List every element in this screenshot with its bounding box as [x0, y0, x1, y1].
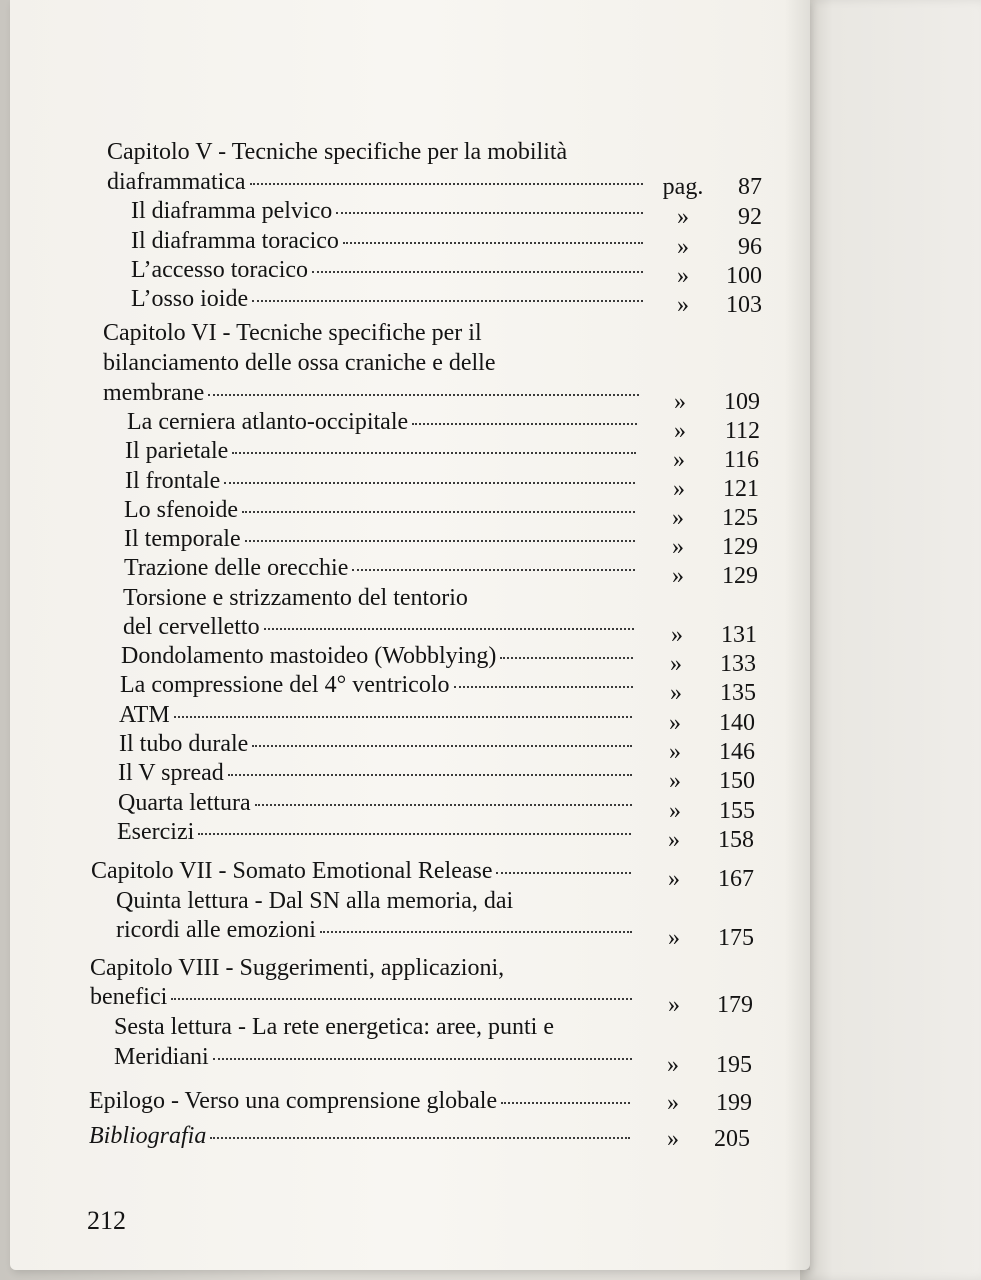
toc-entry-meridiani: Meridiani: [114, 1042, 636, 1072]
page-ref: 129: [722, 534, 758, 560]
leader-dots: [264, 628, 634, 630]
toc-entry-membrane: membrane: [103, 378, 643, 408]
ditto-mark: »: [677, 204, 689, 230]
leader-dots: [208, 394, 639, 396]
page-ref: 175: [718, 925, 754, 951]
leader-dots: [352, 569, 635, 571]
toc-line-chapter-8-title: Capitolo VIII - Suggerimenti, applicazioni,: [90, 955, 505, 981]
leader-dots: [336, 212, 643, 214]
toc-entry-epilogo: Epilogo - Verso una comprensione globale: [89, 1086, 634, 1116]
page-ref: 112: [724, 418, 760, 444]
ditto-mark: »: [673, 447, 685, 473]
ditto-mark: »: [677, 292, 689, 318]
leader-dots: [252, 745, 632, 747]
toc-entry-accesso-toracico: L’accesso toracico: [131, 255, 647, 285]
ditto-mark: »: [668, 925, 680, 951]
leader-dots: [250, 183, 643, 185]
leader-dots: [245, 540, 635, 542]
page-ref: 116: [723, 447, 759, 473]
page-ref: 96: [738, 234, 762, 260]
leader-dots: [312, 271, 643, 273]
leader-dots: [320, 931, 632, 933]
toc-entry-trazione-orecchie: Trazione delle orecchie: [124, 553, 639, 583]
toc-line-sesta-lettura: Sesta lettura - La rete energetica: aree, punti e: [114, 1014, 554, 1040]
page-ref: 121: [723, 476, 759, 502]
leader-dots: [496, 872, 631, 874]
toc-entry-benefici: benefici: [90, 982, 636, 1012]
toc-entry-dondolamento: Dondolamento mastoideo (Wobblying): [121, 641, 637, 671]
toc-entry-ricordi-emozioni: ricordi alle emozioni: [116, 915, 636, 945]
page-ref: 199: [716, 1090, 752, 1116]
toc-line-torsione: Torsione e strizzamento del tentorio: [123, 585, 468, 611]
toc-line-chapter-6-title-cont: bilanciamento delle ossa craniche e delle: [103, 350, 496, 376]
ditto-mark: »: [670, 651, 682, 677]
toc-entry-temporale: Il temporale: [124, 524, 639, 554]
toc-entry-bibliografia: Bibliografia: [89, 1121, 634, 1151]
toc-entry-frontale: Il frontale: [125, 466, 639, 496]
page-ref: 158: [718, 827, 754, 853]
leader-dots: [210, 1137, 630, 1139]
ditto-mark: »: [668, 827, 680, 853]
page-ref: 140: [719, 710, 755, 736]
page-ref: 179: [717, 992, 753, 1018]
ditto-mark: »: [677, 263, 689, 289]
ditto-mark: »: [669, 739, 681, 765]
ditto-mark: »: [672, 505, 684, 531]
page-ref: 129: [722, 563, 758, 589]
ditto-mark: »: [671, 622, 683, 648]
ditto-mark: »: [668, 866, 680, 892]
ditto-mark: »: [674, 418, 686, 444]
ditto-mark: »: [677, 234, 689, 260]
ditto-mark: »: [674, 389, 686, 415]
page-ref: 155: [719, 798, 755, 824]
ditto-mark: »: [668, 992, 680, 1018]
toc-entry-diaframma-toracico: Il diaframma toracico: [131, 226, 647, 256]
ditto-mark: »: [670, 680, 682, 706]
leader-dots: [198, 833, 631, 835]
ditto-mark: »: [669, 768, 681, 794]
toc-entry-chapter-7: Capitolo VII - Somato Emotional Release: [91, 856, 635, 886]
page-ref: 195: [716, 1052, 752, 1078]
page-ref: 103: [726, 292, 762, 318]
leader-dots: [228, 774, 632, 776]
toc-line-quinta-lettura: Quinta lettura - Dal SN alla memoria, dai: [116, 888, 514, 914]
toc-entry-quarta-lettura: Quarta lettura: [118, 788, 636, 818]
ditto-mark: »: [673, 476, 685, 502]
toc-entry-osso-ioide: L’osso ioide: [131, 284, 647, 314]
toc-entry-tubo-durale: Il tubo durale: [119, 729, 636, 759]
toc-entry-esercizi: Esercizi: [117, 817, 635, 847]
leader-dots: [252, 300, 643, 302]
ditto-mark: »: [667, 1126, 679, 1152]
ditto-mark: »: [669, 798, 681, 824]
ditto-mark: »: [667, 1052, 679, 1078]
page-ref: 100: [726, 263, 762, 289]
leader-dots: [255, 804, 632, 806]
facing-page-edge: [800, 0, 981, 1280]
page-ref: 135: [720, 680, 756, 706]
page-ref: 167: [718, 866, 754, 892]
ditto-mark: »: [672, 534, 684, 560]
ditto-mark: »: [669, 710, 681, 736]
toc-line-chapter-6-title: Capitolo VI - Tecniche specifiche per il: [103, 320, 482, 346]
leader-dots: [213, 1058, 632, 1060]
leader-dots: [412, 423, 637, 425]
page-ref: 92: [738, 204, 762, 230]
toc-line-chapter-5-title: Capitolo V - Tecniche specifiche per la mobilità: [107, 139, 568, 165]
toc-entry-diaframmatica: diaframmatica: [107, 167, 647, 197]
toc-entry-v-spread: Il V spread: [118, 758, 636, 788]
leader-dots: [224, 482, 635, 484]
leader-dots: [343, 242, 643, 244]
page-ref: 87: [738, 174, 762, 200]
ditto-mark: »: [672, 563, 684, 589]
leader-dots: [171, 998, 632, 1000]
leader-dots: [500, 657, 633, 659]
leader-dots: [232, 452, 636, 454]
toc-entry-ventricolo: La compressione del 4° ventricolo: [120, 670, 637, 700]
page-ref: 131: [721, 622, 757, 648]
page-ref: 205: [714, 1126, 750, 1152]
toc-entry-cerniera: La cerniera atlanto-occipitale: [127, 407, 641, 437]
leader-dots: [242, 511, 635, 513]
leader-dots: [454, 686, 634, 688]
page-ref: 146: [719, 739, 755, 765]
toc-entry-atm: ATM: [119, 700, 636, 730]
page-ref: 125: [722, 505, 758, 531]
leader-dots: [174, 716, 632, 718]
ditto-mark: »: [667, 1090, 679, 1116]
page-ref: 109: [724, 389, 760, 415]
pag-label: pag.: [662, 174, 704, 200]
page-number: 212: [87, 1206, 126, 1235]
toc-entry-sfenoide: Lo sfenoide: [124, 495, 639, 525]
toc-entry-parietale: Il parietale: [125, 436, 640, 466]
toc-entry-cervelletto: del cervelletto: [123, 612, 638, 642]
toc-entry-diaframma-pelvico: Il diaframma pelvico: [131, 196, 647, 226]
page-ref: 133: [720, 651, 756, 677]
leader-dots: [501, 1102, 630, 1104]
page-ref: 150: [719, 768, 755, 794]
